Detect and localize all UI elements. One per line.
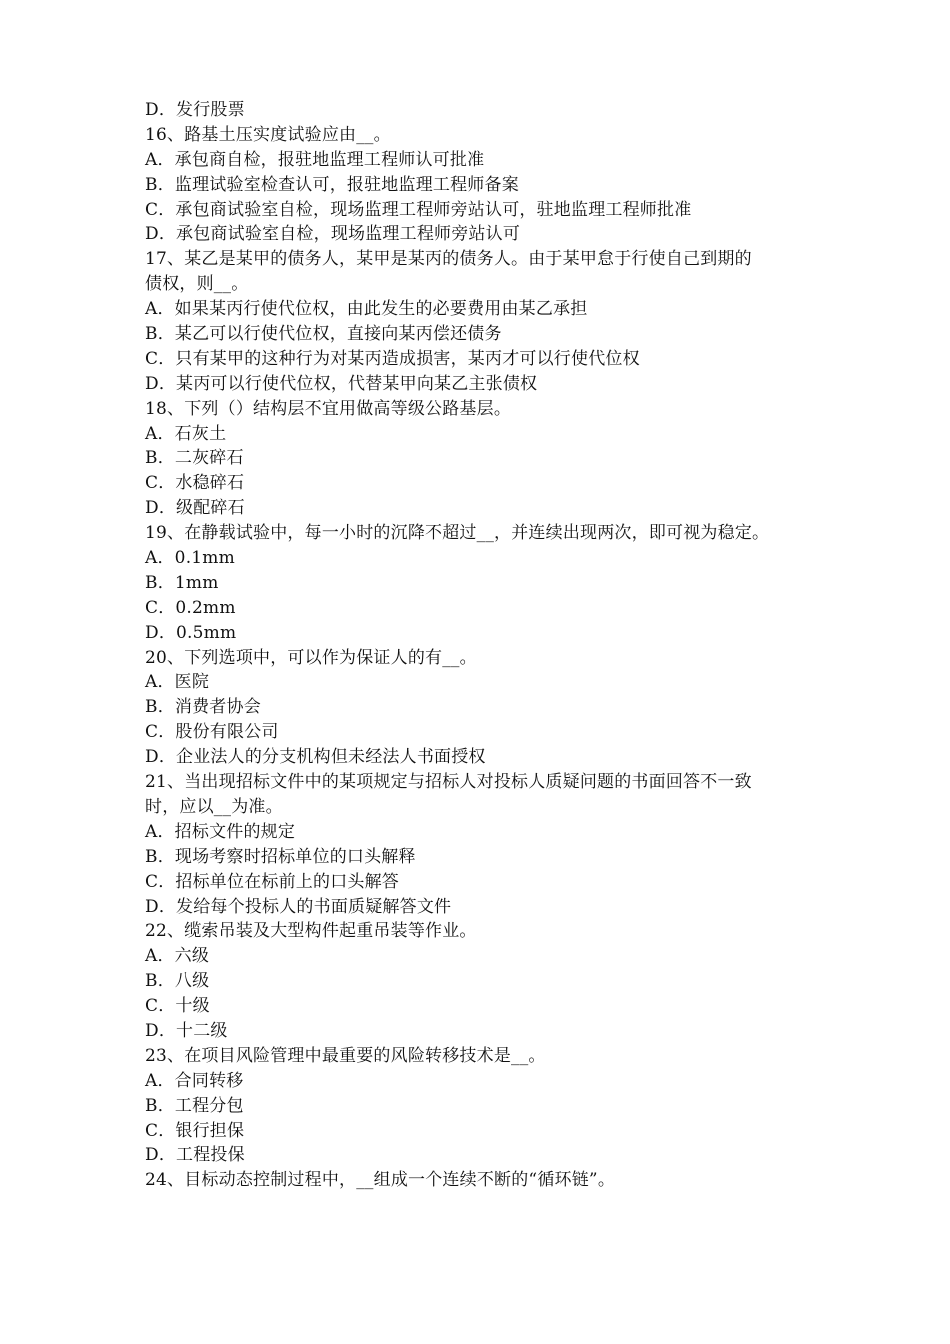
answer-option: B．消费者协会 <box>145 697 261 718</box>
question-continuation: 时，应以__为准。 <box>145 796 283 817</box>
answer-option: D．发给每个投标人的书面质疑解答文件 <box>145 896 452 917</box>
answer-option: A．如果某丙行使代位权，由此发生的必要费用由某乙承担 <box>145 299 588 320</box>
answer-option: C．股份有限公司 <box>145 722 279 743</box>
answer-option: D．企业法人的分支机构但未经法人书面授权 <box>145 747 486 768</box>
answer-option: A．六级 <box>145 946 210 967</box>
answer-option: D．承包商试验室自检，现场监理工程师旁站认可 <box>145 224 521 245</box>
answer-option: C．只有某甲的这种行为对某丙造成损害，某丙才可以行使代位权 <box>145 348 640 369</box>
answer-option: C．招标单位在标前上的口头解答 <box>145 871 400 892</box>
answer-option: B．1mm <box>145 572 219 593</box>
answer-option: B．工程分包 <box>145 1095 244 1116</box>
answer-option: C．水稳碎石 <box>145 473 245 494</box>
answer-option: A．0.1mm <box>145 548 235 569</box>
question-continuation: 债权，则__。 <box>145 274 249 295</box>
answer-option: B．二灰碎石 <box>145 448 244 469</box>
question-text: 16、路基土压实度试验应由__。 <box>145 124 391 145</box>
answer-option: D．发行股票 <box>145 100 245 120</box>
question-text: 20、下列选项中，可以作为保证人的有__。 <box>145 647 477 668</box>
question-text: 22、缆索吊装及大型构件起重吊装等作业。 <box>145 921 477 942</box>
answer-option: C．承包商试验室自检，现场监理工程师旁站认可，驻地监理工程师批准 <box>145 199 692 220</box>
answer-option: D．十二级 <box>145 1020 228 1041</box>
answer-option: B．某乙可以行使代位权，直接向某丙偿还债务 <box>145 324 502 345</box>
answer-option: A．合同转移 <box>145 1070 244 1091</box>
answer-option: B．八级 <box>145 971 210 992</box>
answer-option: B．监理试验室检查认可，报驻地监理工程师备案 <box>145 174 519 195</box>
document-body <box>145 98 815 1193</box>
question-text: 21、当出现招标文件中的某项规定与招标人对投标人质疑问题的书面回答不一致 <box>145 772 752 793</box>
question-text: 17、某乙是某甲的债务人，某甲是某丙的债务人。由于某甲怠于行使自己到期的 <box>145 249 752 270</box>
answer-option: A．医院 <box>145 672 210 693</box>
question-text: 19、在静载试验中，每一小时的沉降不超过__，并连续出现两次，即可视为稳定。 <box>145 523 770 544</box>
answer-option: A．石灰土 <box>145 423 227 444</box>
answer-option: B．现场考察时招标单位的口头解释 <box>145 846 416 867</box>
answer-option: C．十级 <box>145 996 210 1017</box>
answer-option: C．银行担保 <box>145 1120 245 1141</box>
answer-option: C．0.2mm <box>145 597 236 618</box>
answer-option: A．承包商自检，报驻地监理工程师认可批准 <box>145 149 485 170</box>
answer-option: D．0.5mm <box>145 622 237 643</box>
answer-option: D．工程投保 <box>145 1145 245 1166</box>
question-text: 24、目标动态控制过程中，__组成一个连续不断的“循环链”。 <box>145 1170 616 1191</box>
answer-option: D．某丙可以行使代位权，代替某甲向某乙主张债权 <box>145 373 538 394</box>
question-text: 23、在项目风险管理中最重要的风险转移技术是__。 <box>145 1045 546 1066</box>
question-text: 18、下列（）结构层不宜用做高等级公路基层。 <box>145 398 512 419</box>
answer-option: D．级配碎石 <box>145 498 245 519</box>
answer-option: A．招标文件的规定 <box>145 821 296 842</box>
